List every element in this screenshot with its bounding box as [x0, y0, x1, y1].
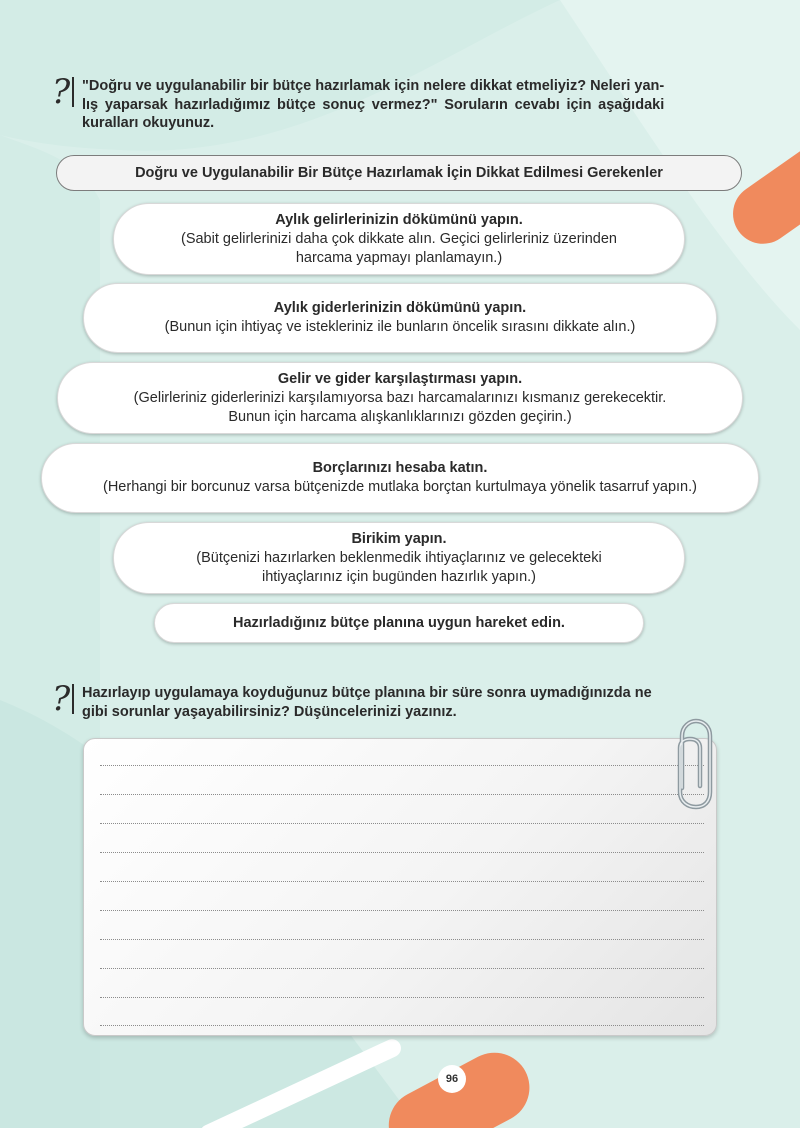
writing-line[interactable]	[100, 939, 704, 940]
writing-line[interactable]	[100, 765, 704, 766]
writing-line[interactable]	[100, 997, 704, 998]
rule-card	[113, 203, 685, 275]
writing-line[interactable]	[100, 968, 704, 969]
question-2-line: gibi sorunlar yaşayabilirsiniz? Düşüncelerinizi yazınız.	[82, 703, 457, 720]
rule-card	[113, 522, 685, 594]
rule-title: Birikim yapın.	[351, 530, 447, 547]
writing-line[interactable]	[100, 881, 704, 882]
writing-line[interactable]	[100, 910, 704, 911]
rule-title: Gelir ve gider karşılaştırması yapın.	[277, 370, 523, 387]
rule-description: (Herhangi bir borcunuz varsa bütçenizde mutlaka borçtan kurtulmaya yönelik tasarruf yapın.)	[103, 479, 697, 495]
rule-description: (Bütçenizi hazırlarken beklenmedik ihtiyaçlarınız ve gelecekteki	[196, 549, 602, 566]
question-1-line: kuralları okuyunuz.	[82, 115, 215, 131]
writing-line[interactable]	[100, 1025, 704, 1026]
question-mark-icon: ?	[52, 77, 82, 117]
writing-line[interactable]	[100, 852, 704, 853]
question-1-text	[82, 77, 664, 133]
rule-description: ihtiyaçlarınız için bugünden hazırlık yapın.)	[261, 568, 537, 585]
question-2-text	[82, 684, 652, 724]
rule-description: (Bunun için ihtiyaç ve istekleriniz ile bunların öncelik sırasını dikkate alın.)	[164, 319, 636, 335]
writing-line[interactable]	[100, 823, 704, 824]
paperclip-icon	[668, 718, 718, 810]
rule-description: Bunun için harcama alışkanlıklarınızı gözden geçirin.)	[228, 408, 572, 425]
rule-title: Hazırladığınız bütçe planına uygun hareket edin.	[233, 614, 565, 631]
rules-header: Doğru ve Uygulanabilir Bir Bütçe Hazırlamak İçin Dikkat Edilmesi Gerekenler	[56, 155, 742, 191]
rule-card	[57, 362, 743, 434]
page-number: 96	[438, 1065, 466, 1093]
answer-writing-area[interactable]	[83, 738, 717, 1036]
question-2	[52, 679, 722, 724]
rule-description: (Sabit gelirlerinizi daha çok dikkate alın. Geçici gelirleriniz üzerinden	[180, 230, 617, 247]
rule-card	[41, 443, 759, 513]
rule-title: Aylık giderlerinizin dökümünü yapın.	[273, 300, 527, 316]
rule-title: Aylık gelirlerinizin dökümünü yapın.	[275, 211, 523, 228]
rule-description: harcama yapmayı planlamayın.)	[295, 249, 503, 266]
writing-line[interactable]	[100, 794, 704, 795]
question-2-line: Hazırlayıp uygulamaya koyduğunuz bütçe planına bir süre sonra uymadığınızda ne	[82, 685, 652, 701]
question-1-line: lış yaparsak hazırladığımız bütçe sonuç vermez?" Soruların cevabı için aşağıdaki	[82, 96, 665, 113]
rule-card	[83, 283, 717, 353]
rule-description: (Gelirleriniz giderlerinizi karşılamıyorsa bazı harcamalarınızı kısmanız gerekecektir.	[133, 389, 667, 406]
rule-card	[154, 603, 644, 643]
question-1	[52, 72, 722, 133]
rule-title: Borçlarınızı hesaba katın.	[312, 460, 488, 476]
question-mark-icon: ?	[52, 684, 82, 724]
question-1-line: "Doğru ve uygulanabilir bir bütçe hazırlamak için nelere dikkat etmeliyiz? Neleri yan-	[82, 78, 665, 94]
